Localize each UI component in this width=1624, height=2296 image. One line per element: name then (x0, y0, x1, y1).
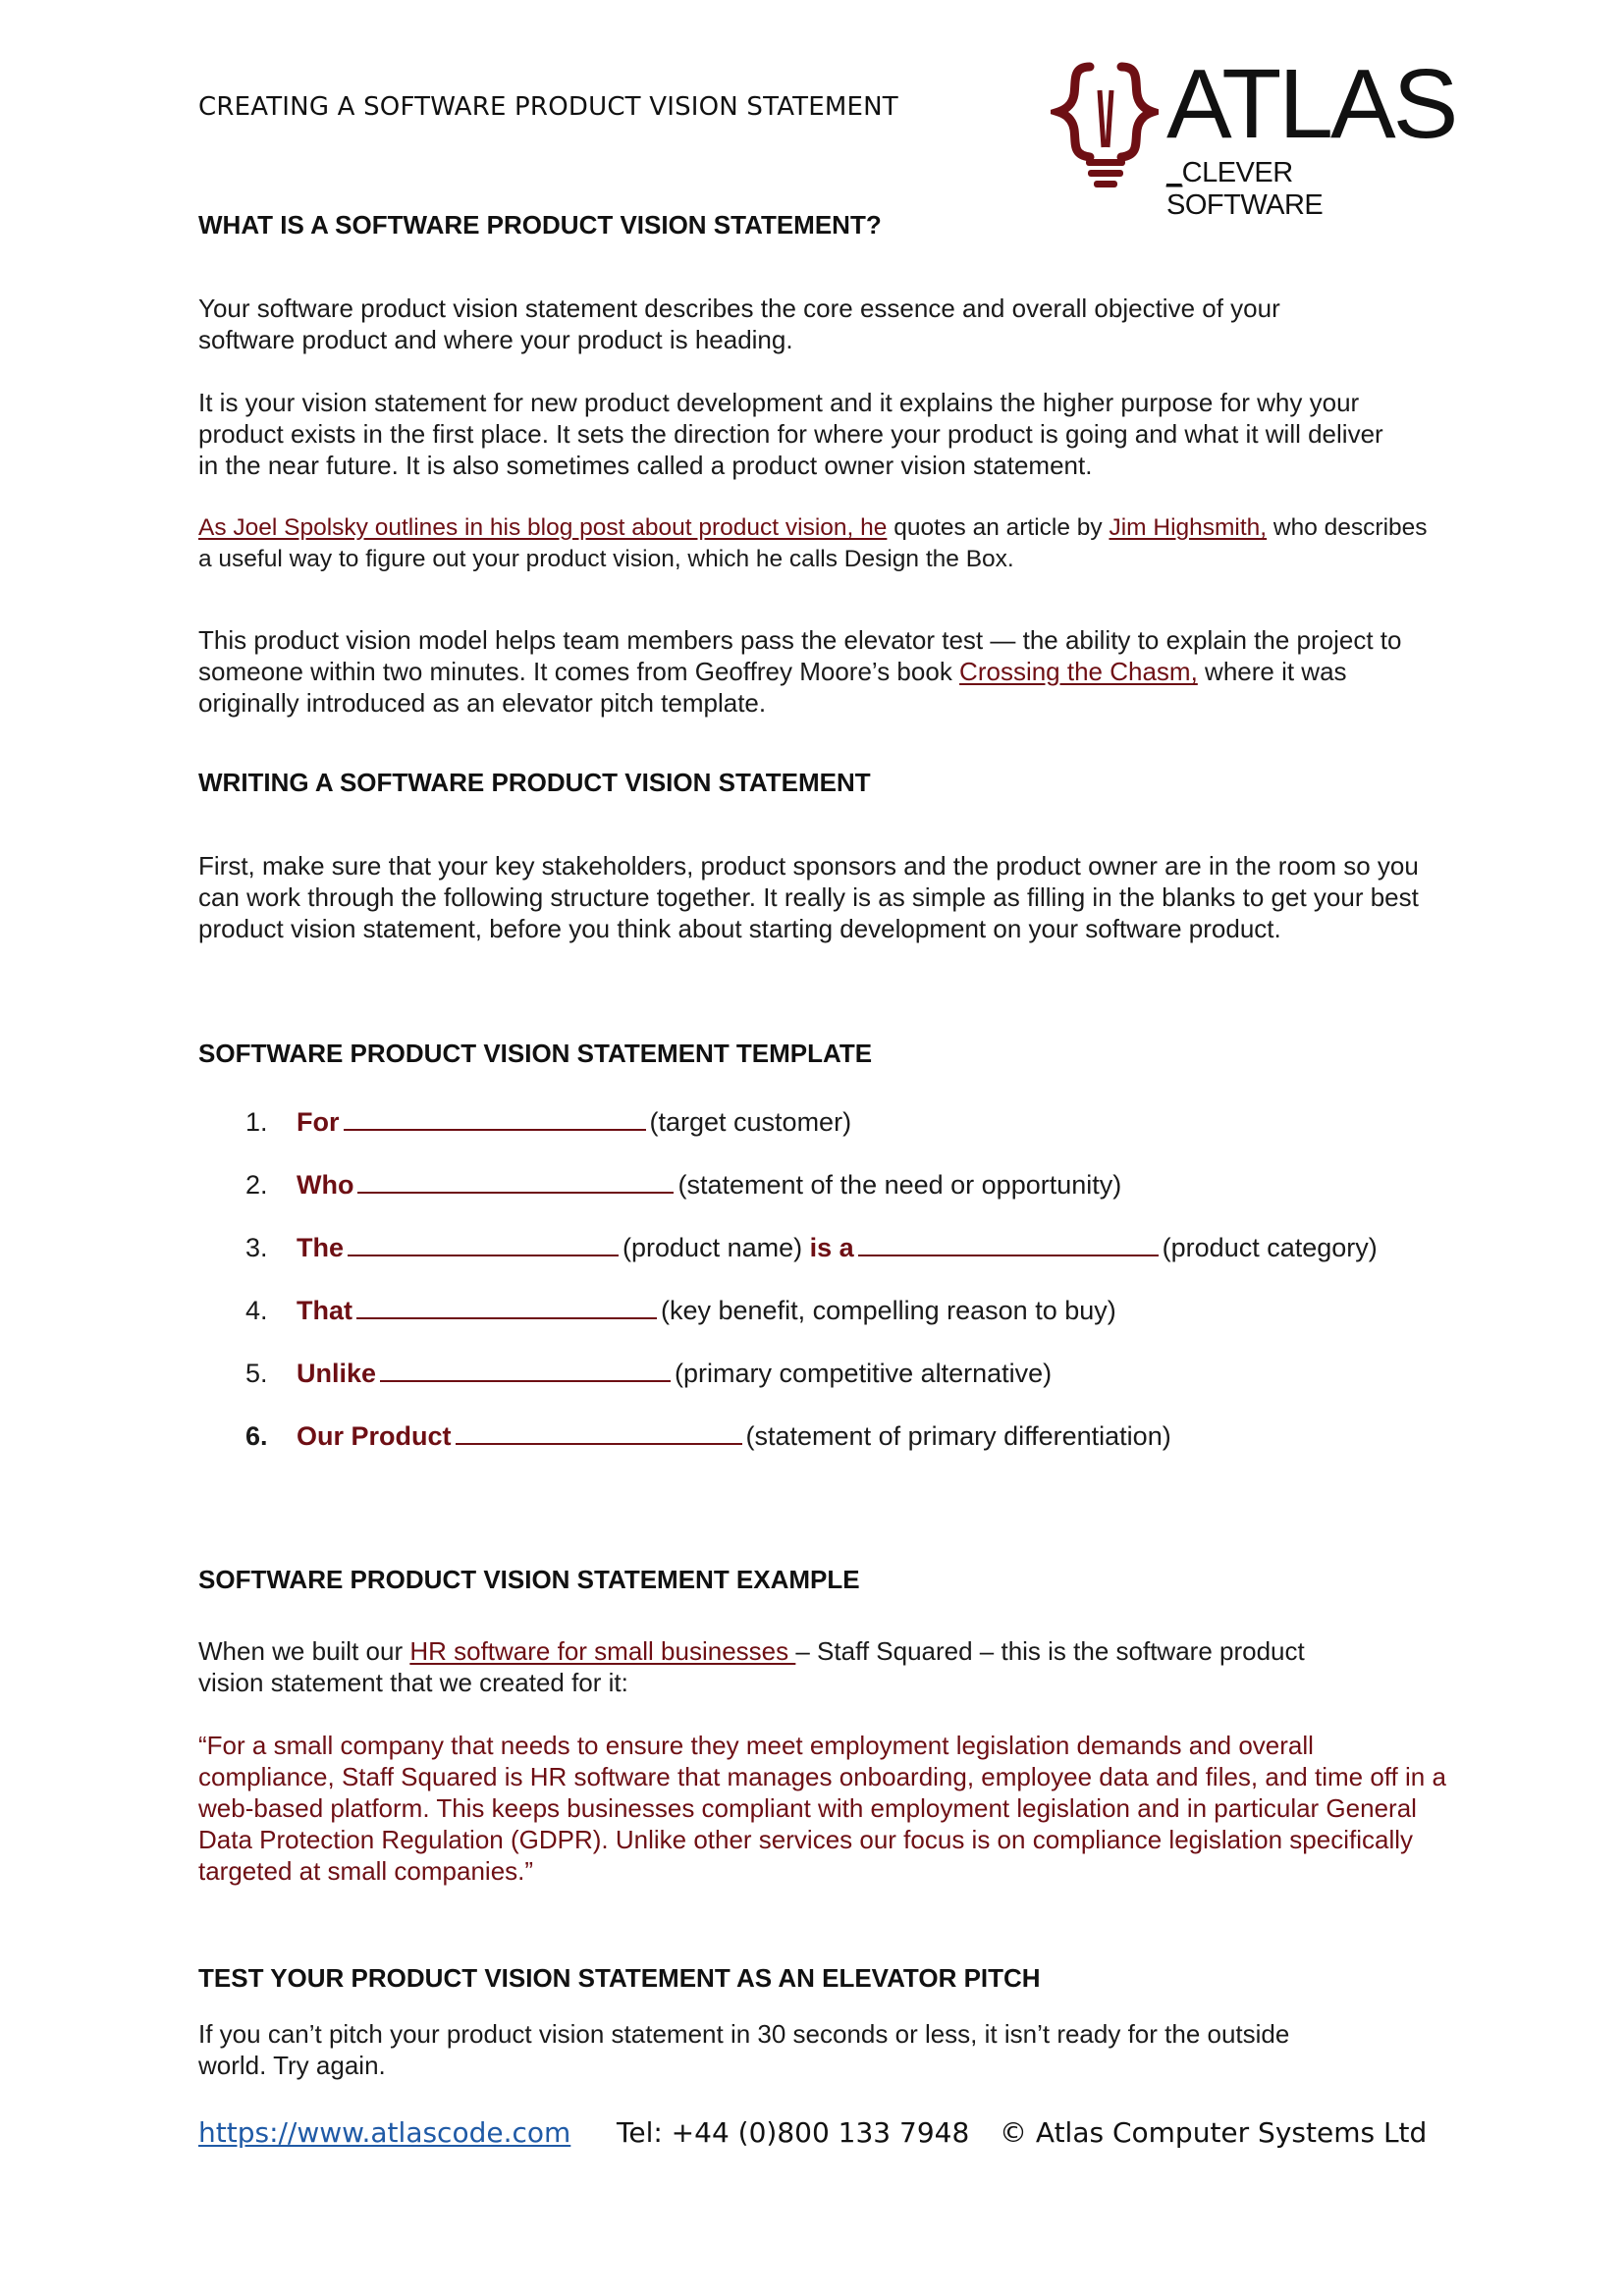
template-item-for (245, 1107, 851, 1138)
fill-in-blank (348, 1233, 619, 1256)
paragraph-elevator-end: where it was originally introduced as an elevator pitch template. (198, 657, 1347, 718)
footer-copyright: © Atlas Computer Systems Ltd (1000, 2116, 1428, 2149)
lightbulb-brace-icon (1051, 61, 1159, 190)
paragraph-joel-mid: quotes an article by (887, 514, 1110, 541)
atlas-logo (1051, 49, 1456, 221)
template-item-unlike (245, 1359, 1052, 1389)
fill-in-blank (380, 1359, 671, 1382)
example-quote: “For a small company that needs to ensure they meet employment legislation demands and overall compliance, Staff Squared is HR software that manages onboarding, employee data and files, and time off in a web-based platform. This keeps businesses compliant with employment legislation and in particular General Data Protection Regulation (GDPR). Unlike other services our focus is on compliance legislation specifically targeted at small companies.” (198, 1731, 1446, 1886)
paragraph-vision-purpose: It is your vision statement for new product development and it explains the higher purpose for why your product exists in the first place. It sets the direction for where your product is going and what it will deliver in the near future. It is also sometimes called a product owner vision statement. (198, 388, 1383, 480)
heading-example: SOFTWARE PRODUCT VISION STATEMENT EXAMPLE (198, 1565, 860, 1594)
paragraph-joel-spolsky (198, 512, 1435, 575)
fill-in-blank (357, 1170, 674, 1194)
footer-website-link[interactable]: https://www.atlascode.com (198, 2116, 571, 2149)
template-item-desc: (key benefit, compelling reason to buy) (661, 1296, 1116, 1325)
template-item-keyword: The (297, 1233, 345, 1262)
template-item-number: 4. (245, 1296, 268, 1325)
template-item-who (245, 1170, 1121, 1201)
template-item-the (245, 1233, 1378, 1263)
template-item-desc: (statement of primary differentiation) (745, 1421, 1171, 1451)
paragraph-writing: First, make sure that your key stakeholders, product sponsors and the product owner are in the room so you can work through the following structure together. It really is as simple as filling in the blanks to get your best product vision statement, before you think about starting development on your software product. (198, 851, 1419, 943)
template-item-desc: (target customer) (649, 1107, 852, 1137)
template-item-keyword-2: is a (809, 1233, 854, 1262)
link-hr-software[interactable]: HR software for small businesses (409, 1636, 796, 1666)
example-intro-end: – Staff Squared – this is the software product vision statement that we created for it: (198, 1636, 1305, 1697)
example-intro-start: When we built our (198, 1636, 410, 1666)
link-jim-highsmith[interactable]: Jim Highsmith, (1109, 514, 1268, 541)
link-joel-spolsky[interactable]: As Joel Spolsky outlines in his blog post about product vision, he (198, 514, 888, 541)
template-item-keyword: Our Product (297, 1421, 452, 1451)
template-item-number: 5. (245, 1359, 268, 1388)
template-item-that (245, 1296, 1116, 1326)
fill-in-blank (456, 1421, 742, 1445)
fill-in-blank (356, 1296, 657, 1319)
template-item-desc: (statement of the need or opportunity) (677, 1170, 1122, 1200)
template-item-keyword: Unlike (297, 1359, 377, 1388)
template-item-desc: (primary competitive alternative) (675, 1359, 1053, 1388)
template-item-our-product (245, 1421, 1171, 1452)
logo-tagline (1166, 157, 1443, 222)
template-item-desc-2: (product category) (1162, 1233, 1378, 1262)
template-item-keyword: Who (297, 1170, 354, 1200)
logo-tagline-text: CLEVER SOFTWARE (1166, 157, 1324, 221)
template-item-number: 1. (245, 1107, 268, 1137)
heading-elevator-pitch: TEST YOUR PRODUCT VISION STATEMENT AS AN ELEVATOR PITCH (198, 1963, 1041, 1993)
header-title: CREATING A SOFTWARE PRODUCT VISION STATEMENT (198, 92, 898, 122)
heading-what-is: WHAT IS A SOFTWARE PRODUCT VISION STATEMENT? (198, 210, 882, 240)
template-item-number: 2. (245, 1170, 268, 1200)
footer-telephone: Tel: +44 (0)800 133 7948 (617, 2116, 970, 2149)
paragraph-elevator-start: This product vision model helps team members pass the elevator test — the ability to explain the project to someone within two minutes. It comes from Geoffrey Moore’s book (198, 625, 1402, 686)
template-item-number: 3. (245, 1233, 268, 1262)
fill-in-blank (858, 1233, 1159, 1256)
paragraph-elevator-test (198, 624, 1406, 719)
heading-writing: WRITING A SOFTWARE PRODUCT VISION STATEMENT (198, 768, 871, 797)
logo-wordmark: ATLAS (1166, 49, 1456, 159)
paragraph-elevator-pitch: If you can’t pitch your product vision statement in 30 seconds or less, it isn’t ready for the outside world. Try again. (198, 2019, 1290, 2080)
fill-in-blank (344, 1107, 646, 1131)
heading-template: SOFTWARE PRODUCT VISION STATEMENT TEMPLATE (198, 1039, 873, 1068)
paragraph-intro: Your software product vision statement describes the core essence and overall objective of your software product and where your product is heading. (198, 294, 1280, 354)
link-crossing-the-chasm[interactable]: Crossing the Chasm, (959, 657, 1198, 686)
logo-tagline-prefix: _ (1166, 157, 1182, 188)
template-item-keyword: For (297, 1107, 340, 1137)
paragraph-joel-end: who describes a useful way to figure out your product vision, which he calls Design the Box. (198, 514, 1428, 572)
template-item-keyword: That (297, 1296, 352, 1325)
paragraph-example-intro (198, 1635, 1327, 1698)
template-item-number: 6. (245, 1421, 268, 1451)
template-item-desc: (product name) (623, 1233, 803, 1262)
